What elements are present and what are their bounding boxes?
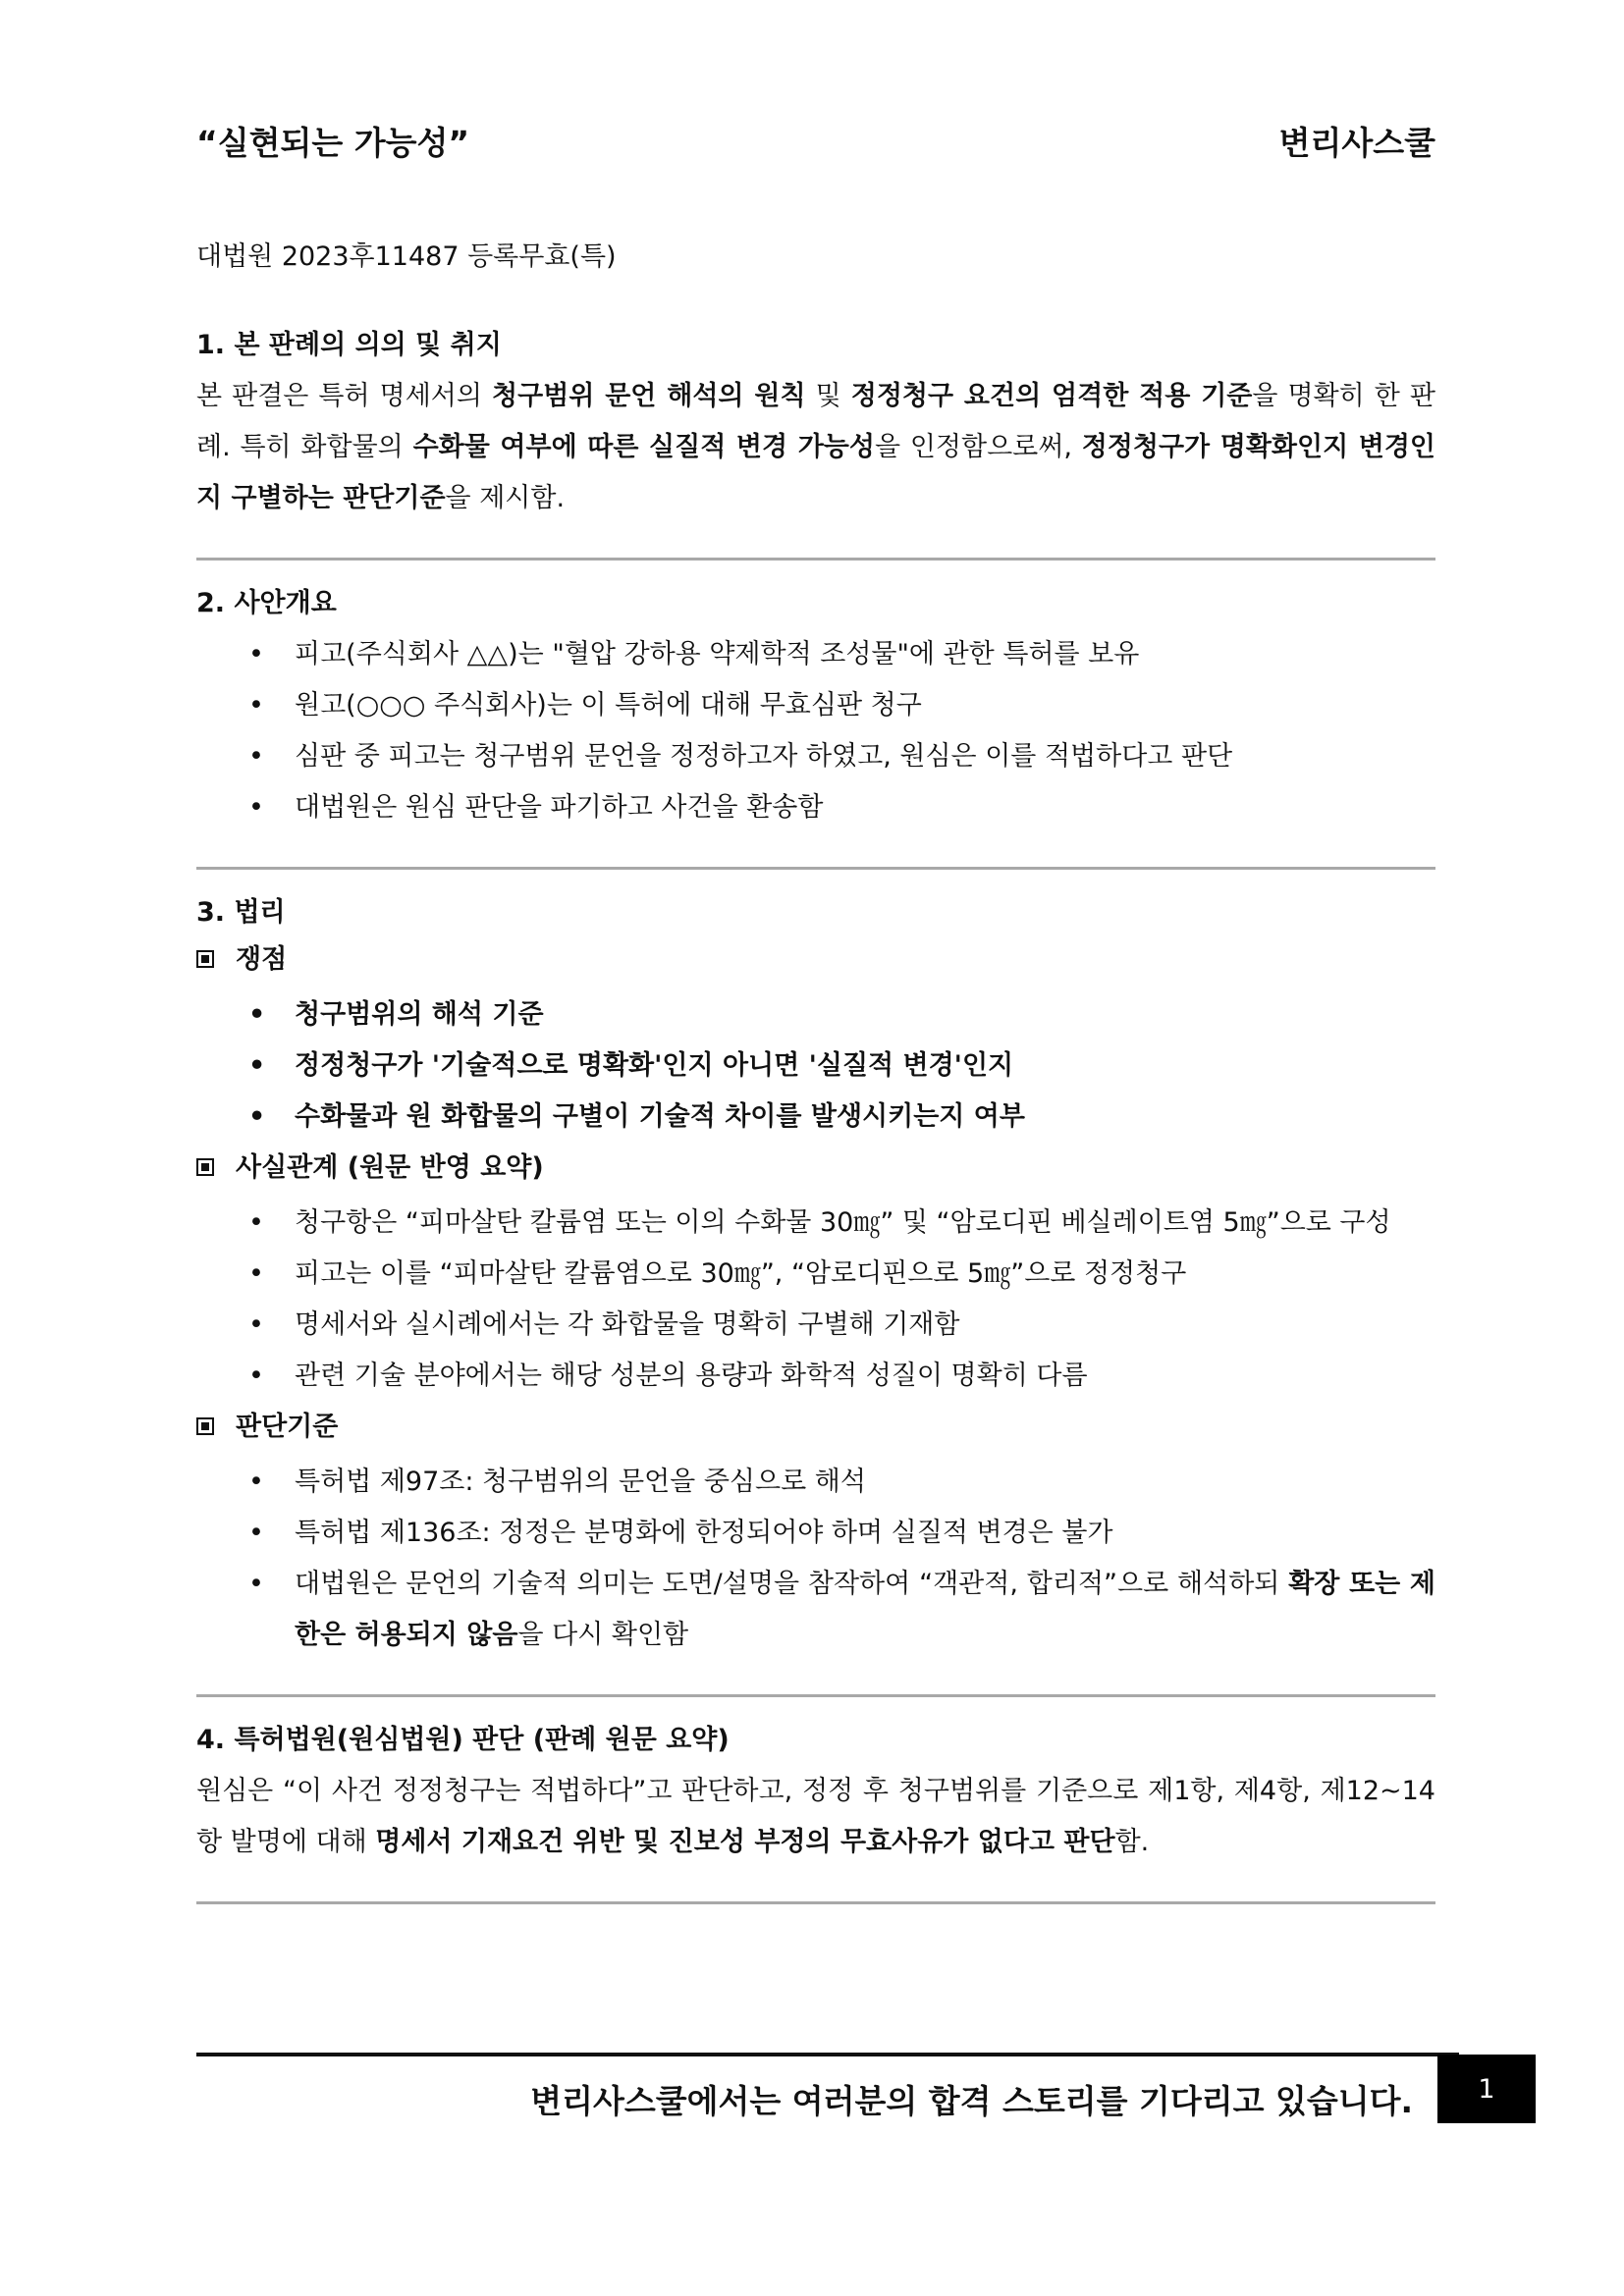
list-item: • 특허법 제97조: 청구범위의 문언을 중심으로 해석: [196, 1457, 1435, 1508]
page-header: [196, 118, 1435, 173]
list-item: • 관련 기술 분야에서는 해당 성분의 용량과 화학적 성질이 명확히 다름: [196, 1351, 1435, 1402]
section-1-title: 1. 본 판례의 의의 및 취지: [196, 330, 502, 360]
document-body: [196, 238, 1435, 1926]
section-1-run: 을 인정함으로써,: [874, 432, 1082, 462]
section-1-run: 및: [805, 381, 851, 411]
section-divider: [196, 867, 1435, 870]
list-item: • 심판 중 피고는 청구범위 문언을 정정하고자 하였고, 원심은 이를 적법하다고 판단: [196, 731, 1435, 782]
list-item: • 특허법 제136조: 정정은 분명화에 한정되어야 하며 실질적 변경은 불가: [196, 1508, 1435, 1559]
section-4-bold-run: 명세서 기재요건 위반 및 진보성 부정의 무효사유가 없다고 판단: [375, 1827, 1115, 1857]
facts-heading-label: 사실관계 (원문 반영 요약): [236, 1152, 544, 1183]
section-1-paragraph: [196, 371, 1435, 524]
list-item: • 청구항은 “피마살탄 칼륨염 또는 이의 수화물 30㎎” 및 “암로디핀 베실레이트염 5㎎”으로 구성: [196, 1198, 1435, 1249]
square-bullet-icon: [196, 1417, 214, 1435]
criteria-bold-run: 확장 또는 제한은 허용되지 않음: [295, 1569, 1435, 1650]
page-number: 1: [1437, 2055, 1536, 2123]
section-1-bold-run: 수화물 여부에 따른 실질적 변경 가능성: [412, 432, 875, 462]
section-1-bold-run: 정정청구 요건의 엄격한 적용 기준: [850, 381, 1253, 411]
section-divider: [196, 558, 1435, 561]
section-4-run: 함.: [1114, 1827, 1150, 1857]
section-3-title: 3. 법리: [196, 897, 286, 928]
facts-heading: [196, 1143, 1435, 1194]
issues-heading: [196, 934, 1435, 986]
square-bullet-icon: [196, 1158, 214, 1176]
section-1-run: 을 제시함.: [445, 483, 566, 513]
criteria-heading-label: 판단기준: [236, 1412, 339, 1442]
list-item: • 정정청구가 '기술적으로 명확화'인지 아니면 '실질적 변경'인지: [196, 1041, 1435, 1092]
section-4-paragraph: [196, 1766, 1435, 1868]
section-divider: [196, 1694, 1435, 1697]
header-title: “실현되는 가능성”: [196, 124, 470, 162]
issues-list: [196, 989, 1435, 1143]
criteria-list: [196, 1457, 1435, 1661]
criteria-run: 대법원은 문언의 기술적 의미는 도면/설명을 참작하여 “객관적, 합리적”으로 해석하되: [295, 1569, 1289, 1599]
list-item: • 피고는 이를 “피마살탄 칼륨염으로 30㎎”, “암로디핀으로 5㎎”으로 정정청구: [196, 1249, 1435, 1300]
section-4-title: 4. 특허법원(원심법원) 판단 (판례 원문 요약): [196, 1725, 730, 1755]
criteria-run: 을 다시 확인함: [517, 1620, 689, 1650]
case-reference: 대법원 2023후11487 등록무효(특): [196, 241, 617, 272]
section-1-bold-run: 정정청구가 명확화인지 변경인지 구별하는 판단기준: [196, 432, 1436, 513]
section-divider: [196, 1901, 1435, 1904]
issues-heading-label: 쟁점: [236, 944, 288, 975]
square-bullet-icon: [196, 950, 214, 968]
footer-slogan: 변리사스쿨에서는 여러분의 합격 스토리를 기다리고 있습니다.: [530, 2082, 1413, 2120]
section-2-list: [196, 629, 1435, 833]
section-1-run: 을 명확히 한 판례. 특히 화합물의: [196, 381, 1436, 462]
facts-list: [196, 1198, 1435, 1402]
header-brand: 변리사스쿨: [1278, 124, 1435, 162]
section-1-bold-run: 청구범위 문언 해석의 원칙: [492, 381, 806, 411]
list-item: • 명세서와 실시례에서는 각 화합물을 명확히 구별해 기재함: [196, 1300, 1435, 1351]
list-item: • 원고(○○○ 주식회사)는 이 특허에 대해 무효심판 청구: [196, 680, 1435, 731]
footer-rule: [196, 2053, 1459, 2056]
criteria-heading: [196, 1402, 1435, 1453]
section-1-run: 본 판결은 특허 명세서의: [196, 381, 493, 411]
list-item: • 청구범위의 해석 기준: [196, 989, 1435, 1041]
list-item: • 피고(주식회사 △△)는 "혈압 강하용 약제학적 조성물"에 관한 특허를 보유: [196, 629, 1435, 680]
list-item: • 수화물과 원 화합물의 구별이 기술적 차이를 발생시키는지 여부: [196, 1092, 1435, 1143]
list-item: • 대법원은 원심 판단을 파기하고 사건을 환송함: [196, 782, 1435, 833]
section-2-title: 2. 사안개요: [196, 588, 337, 618]
section-4-run: 원심은 “이 사건 정정청구는 적법하다”고 판단하고, 정정 후 청구범위를 기준으로 제1항, 제4항, 제12~14항 발명에 대해: [196, 1776, 1435, 1857]
list-item: [196, 1559, 1435, 1661]
